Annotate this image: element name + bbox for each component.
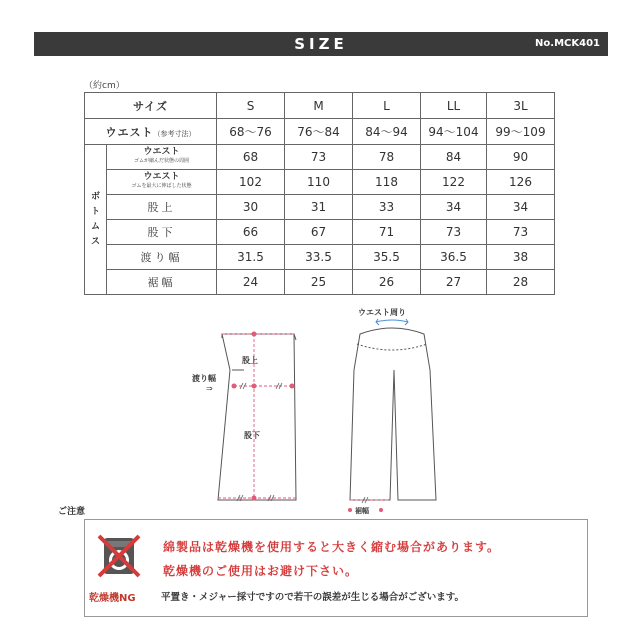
notice-box [84,519,588,617]
table-cell: 28 [487,270,555,295]
table-row [85,170,555,195]
row-label: 渡り幅 [107,245,217,270]
table-cell: 99～109 [487,119,555,145]
table-cell: 25 [285,270,353,295]
row-label [107,145,217,170]
table-row [85,270,555,295]
bottoms-label [85,145,107,295]
table-row [85,220,555,245]
table-cell: 66 [217,220,285,245]
table-cell: 73 [487,220,555,245]
bottoms-char: ボ [90,191,100,202]
table-cell: 67 [285,220,353,245]
table-cell: 102 [217,170,285,195]
row-label-main: ウエスト [143,172,180,182]
table-cell: 76～84 [285,119,353,145]
waist-ref-label [85,119,217,145]
table-cell: 73 [285,145,353,170]
row-label: 裾幅 [107,270,217,295]
no-dryer-icon [95,532,143,580]
pants-diagram [0,300,640,515]
table-cell: 122 [421,170,487,195]
hem-dot-left [348,508,352,512]
table-cell: 30 [217,195,285,220]
header-bar [34,32,608,56]
table-row [85,145,555,170]
table-cell: 31 [285,195,353,220]
size-label: サイズ [85,93,217,119]
thigh-arrow-icon: ⇒ [206,384,213,393]
waist-ref-main: ウエスト [105,125,154,139]
thigh-label: 渡り幅 [192,374,216,383]
notice-line-2: 乾燥機のご使用はお避け下さい。 [163,564,359,578]
hem-dot-right [379,508,383,512]
table-cell: 31.5 [217,245,285,270]
size-col: L [353,93,421,119]
table-cell: 78 [353,145,421,170]
row-label: 股下 [107,220,217,245]
notice-line-1: 綿製品は乾燥機を使用すると大きく縮む場合があります。 [163,540,501,554]
front-view-pants [350,328,436,500]
table-cell: 90 [487,145,555,170]
size-col: 3L [487,93,555,119]
row-label-sub: ゴムが縮んだ状態の周囲 [133,158,189,164]
waist-around-arrow [376,319,408,325]
row-label: 股上 [107,195,217,220]
table-cell: 33.5 [285,245,353,270]
hem-label: 裾幅 [355,507,369,515]
size-col: M [285,93,353,119]
size-col: LL [421,93,487,119]
table-cell: 34 [421,195,487,220]
table-cell: 24 [217,270,285,295]
notice-line-3: 平置き・メジャー採寸ですので若干の誤差が生じる場合がございます。 [161,592,465,603]
table-cell: 34 [487,195,555,220]
table-cell: 110 [285,170,353,195]
dryer-ng-label: 乾燥機NG [89,593,136,604]
waist-ref-sub: （参考寸法） [153,129,196,138]
table-row [85,195,555,220]
unit-note: （約cm） [84,81,125,91]
table-cell: 33 [353,195,421,220]
rise-label: 股上 [242,356,258,365]
table-cell: 118 [353,170,421,195]
page-title: SIZE [294,35,348,53]
table-cell: 38 [487,245,555,270]
table-cell: 36.5 [421,245,487,270]
row-label [107,170,217,195]
row-label-main: ウエスト [143,147,180,157]
table-row [85,119,555,145]
pants-illustration [0,300,640,515]
table-cell: 73 [421,220,487,245]
table-cell: 126 [487,170,555,195]
table-cell: 84 [421,145,487,170]
table-cell: 26 [353,270,421,295]
notice-title: ご注意 [58,507,86,517]
table-cell: 35.5 [353,245,421,270]
table-cell: 68～76 [217,119,285,145]
size-col: S [217,93,285,119]
side-view-hatch [237,383,282,501]
waist-around-label: ウエスト周り [358,308,406,317]
row-label-sub: ゴムを最大に伸ばした状態 [131,183,192,189]
bottoms-char: ト [90,206,100,217]
side-view-dots [232,332,295,501]
table-cell: 84～94 [353,119,421,145]
bottoms-char: ム [90,221,100,232]
table-cell: 71 [353,220,421,245]
product-code: No.MCK401 [535,38,600,49]
table-header-row [85,93,555,119]
bottoms-char: ス [90,236,100,247]
table-cell: 68 [217,145,285,170]
table-cell: 27 [421,270,487,295]
size-table [84,92,555,295]
table-cell: 94～104 [421,119,487,145]
inseam-label: 股下 [244,431,260,440]
table-row [85,245,555,270]
